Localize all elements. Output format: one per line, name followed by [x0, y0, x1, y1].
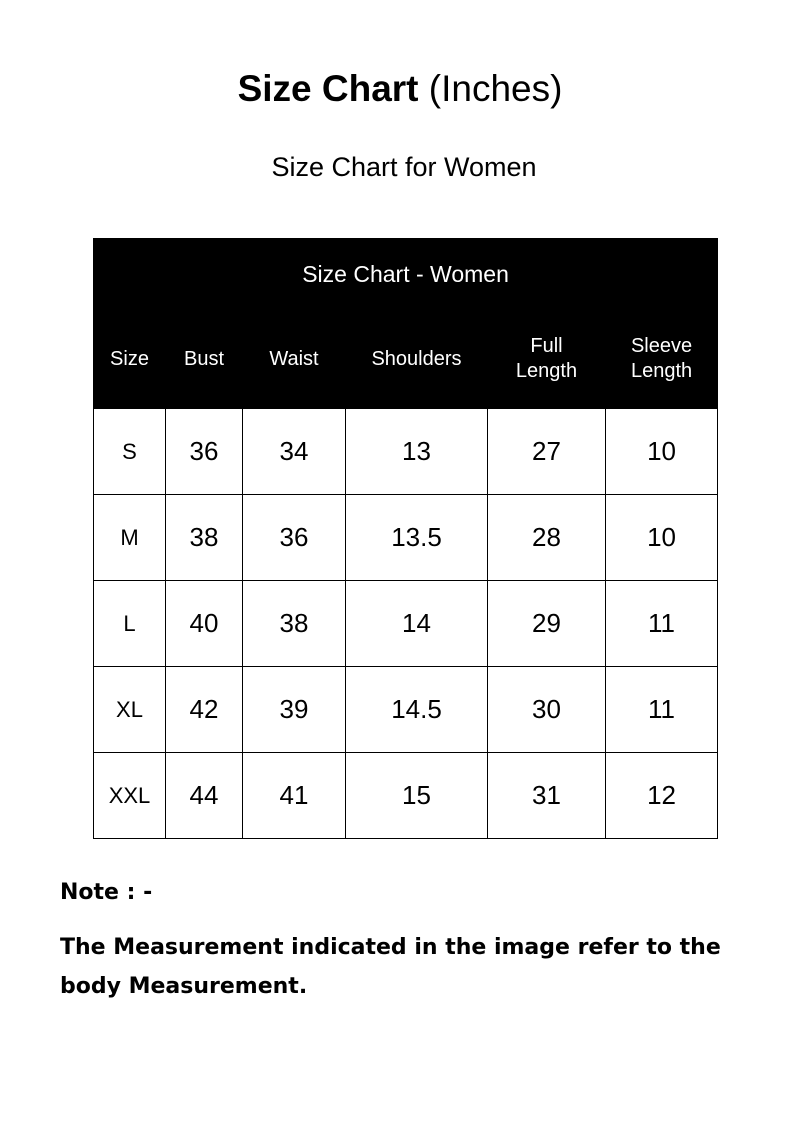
column-header-line: Full	[530, 335, 563, 357]
page-subtitle: Size Chart for Women	[271, 152, 537, 182]
column-header-size	[94, 310, 166, 409]
column-header-waist	[243, 310, 346, 409]
full-length-cell: 27	[488, 409, 606, 495]
note-label: Note : -	[60, 880, 153, 905]
column-header-line: Shoulders	[371, 347, 462, 370]
table-row	[94, 753, 718, 839]
shoulders-cell: 15	[346, 753, 488, 839]
bust-cell: 40	[166, 581, 243, 667]
size-cell: M	[94, 495, 166, 581]
page-title	[0, 66, 800, 112]
bust-cell: 36	[166, 409, 243, 495]
shoulders-cell: 13.5	[346, 495, 488, 581]
waist-cell: 36	[243, 495, 346, 581]
sleeve-length-cell: 12	[606, 753, 718, 839]
waist-cell: 38	[243, 581, 346, 667]
bust-cell: 42	[166, 667, 243, 753]
waist-cell: 39	[243, 667, 346, 753]
page-title-unit: (Inches)	[428, 68, 563, 109]
full-length-cell: 28	[488, 495, 606, 581]
column-header-line: Bust	[183, 347, 225, 370]
column-header-sleeve-length	[606, 310, 718, 409]
size-cell: S	[94, 409, 166, 495]
size-cell: XXL	[94, 753, 166, 839]
page-title-main: Size Chart	[237, 68, 419, 109]
column-header-line: Length	[515, 360, 578, 382]
table-caption-row	[94, 239, 718, 310]
note-text: The Measurement indicated in the image refer to the body Measurement.	[60, 935, 721, 999]
table-header-row	[94, 310, 718, 409]
table-row	[94, 581, 718, 667]
bust-cell: 38	[166, 495, 243, 581]
column-header-bust	[166, 310, 243, 409]
full-length-cell: 29	[488, 581, 606, 667]
table-row	[94, 409, 718, 495]
shoulders-cell: 14.5	[346, 667, 488, 753]
shoulders-cell: 13	[346, 409, 488, 495]
sleeve-length-cell: 11	[606, 581, 718, 667]
table-row	[94, 667, 718, 753]
full-length-cell: 31	[488, 753, 606, 839]
column-header-line: Sleeve	[630, 335, 693, 357]
shoulders-cell: 14	[346, 581, 488, 667]
table-caption: Size Chart - Women	[94, 239, 718, 310]
size-chart-table	[93, 238, 718, 839]
waist-cell: 41	[243, 753, 346, 839]
column-header-line: Waist	[269, 347, 319, 370]
full-length-cell: 30	[488, 667, 606, 753]
sleeve-length-cell: 11	[606, 667, 718, 753]
bust-cell: 44	[166, 753, 243, 839]
column-header-full-length	[488, 310, 606, 409]
column-header-line: Size	[110, 347, 149, 370]
sleeve-length-cell: 10	[606, 409, 718, 495]
sleeve-length-cell: 10	[606, 495, 718, 581]
size-cell: XL	[94, 667, 166, 753]
waist-cell: 34	[243, 409, 346, 495]
column-header-shoulders	[346, 310, 488, 409]
table-row	[94, 495, 718, 581]
column-header-line: Length	[630, 360, 693, 382]
size-cell: L	[94, 581, 166, 667]
